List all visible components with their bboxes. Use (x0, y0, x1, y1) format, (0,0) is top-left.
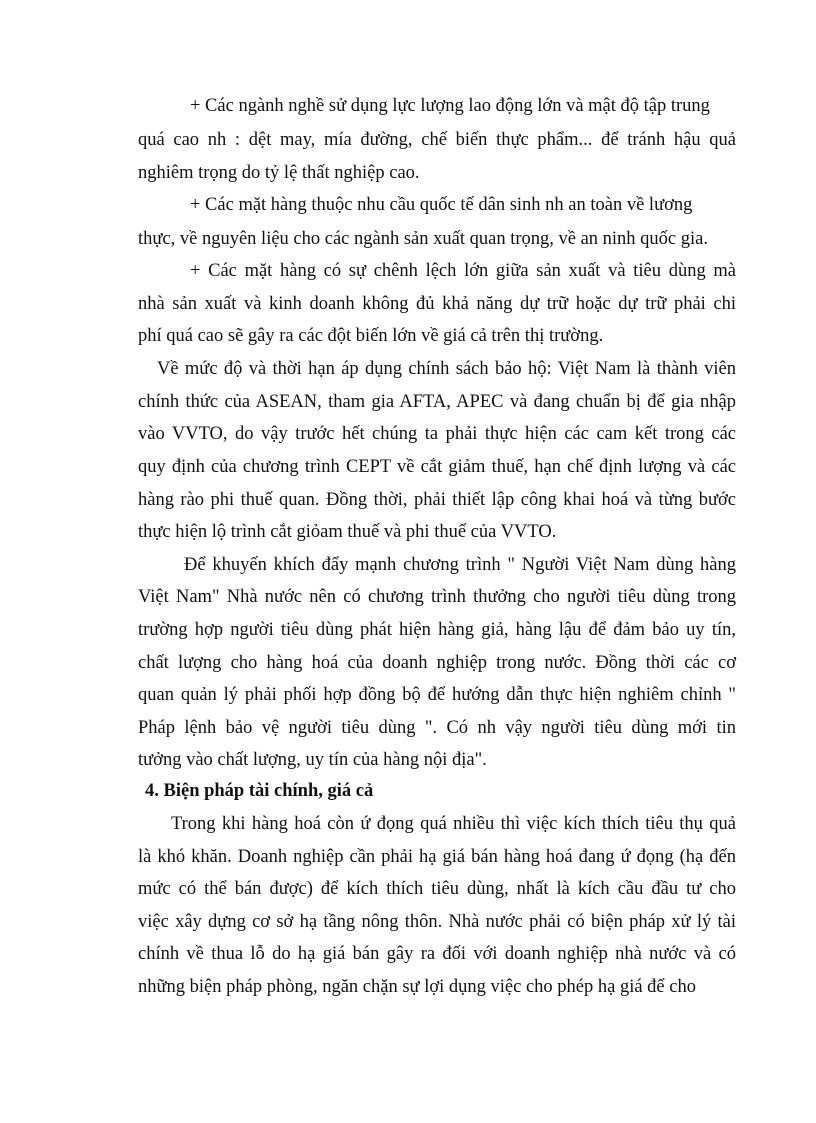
text-line: + Các mặt hàng có sự chênh lệch lớn giữa sản xuất và tiêu dùng mà (190, 261, 736, 281)
text-line: thực, về nguyên liệu cho các ngành sản xuất quan trọng, về an ninh quốc gia. (138, 229, 708, 249)
text-line: quá cao nh : dệt may, mía đường, chế biến thực phẩm... để tránh hậu quả (138, 130, 736, 150)
text-line: việc xây dựng cơ sở hạ tầng nông thôn. Nhà nước phải có biện pháp xử lý tài (138, 912, 736, 932)
text-line: quy định của chương trình CEPT về cắt giảm thuế, hạn chế định lượng và các (138, 457, 736, 477)
text-line: Về mức độ và thời hạn áp dụng chính sách bảo hộ: Việt Nam là thành viên (157, 359, 736, 379)
text-line: trường hợp người tiêu dùng phát hiện hàng giả, hàng lậu để đảm bảo uy tín, (138, 620, 736, 640)
text-line: quan quản lý phải phối hợp đồng bộ để hướng dẫn thực hiện nghiêm chỉnh " (138, 685, 736, 705)
text-line: + Các mặt hàng thuộc nhu cầu quốc tế dân sinh nh an toàn về lương (190, 195, 693, 215)
section-heading: 4. Biện pháp tài chính, giá cả (145, 781, 374, 801)
text-line: + Các ngành nghề sử dụng lực lượng lao động lớn và mật độ tập trung (190, 96, 710, 116)
text-line: chính thức của ASEAN, tham gia AFTA, APEC và đang chuẩn bị để gia nhập (138, 392, 736, 412)
text-line: tưởng vào chất lượng, uy tín của hàng nội địa". (138, 750, 487, 770)
text-line: nhà sản xuất và kinh doanh không đủ khả năng dự trữ hoặc dự trữ phải chi (138, 294, 736, 314)
text-line: hàng rào phi thuế quan. Đồng thời, phải thiết lập công khai hoá và từng bước (138, 490, 736, 510)
text-line: là khó khăn. Doanh nghiệp cần phải hạ giá bán hàng hoá đang ứ đọng (hạ đến (138, 847, 736, 867)
text-line: Việt Nam" Nhà nước nên có chương trình thưởng cho người tiêu dùng trong (138, 587, 736, 607)
text-line: chất lượng cho hàng hoá của doanh nghiệp trong nước. Đồng thời các cơ (138, 653, 736, 673)
text-line: Để khuyến khích đẩy mạnh chương trình " Người Việt Nam dùng hàng (184, 555, 736, 575)
text-line: Trong khi hàng hoá còn ứ đọng quá nhiều thì việc kích thích tiêu thụ quả (171, 814, 736, 834)
text-line: vào VVTO, do vậy trước hết chúng ta phải thực hiện các cam kết trong các (138, 424, 736, 444)
text-line: những biện pháp phòng, ngăn chặn sự lợi dụng việc cho phép hạ giá để cho (138, 977, 696, 997)
text-line: Pháp lệnh bảo vệ người tiêu dùng ". Có nh vậy người tiêu dùng mới tin (138, 718, 736, 738)
text-line: chính về thua lỗ do hạ giá bán gây ra đối với doanh nghiệp nhà nước và có (138, 944, 736, 964)
text-line: thực hiện lộ trình cắt giỏam thuế và phi thuế của VVTO. (138, 522, 557, 542)
text-line: phí quá cao sẽ gây ra các đột biến lớn về giá cả trên thị trường. (138, 326, 604, 346)
text-line: mức có thể bán được) để kích thích tiêu dùng, nhất là kích cầu đầu tư cho (138, 879, 736, 899)
text-line: nghiêm trọng do tỷ lệ thất nghiệp cao. (138, 163, 420, 183)
